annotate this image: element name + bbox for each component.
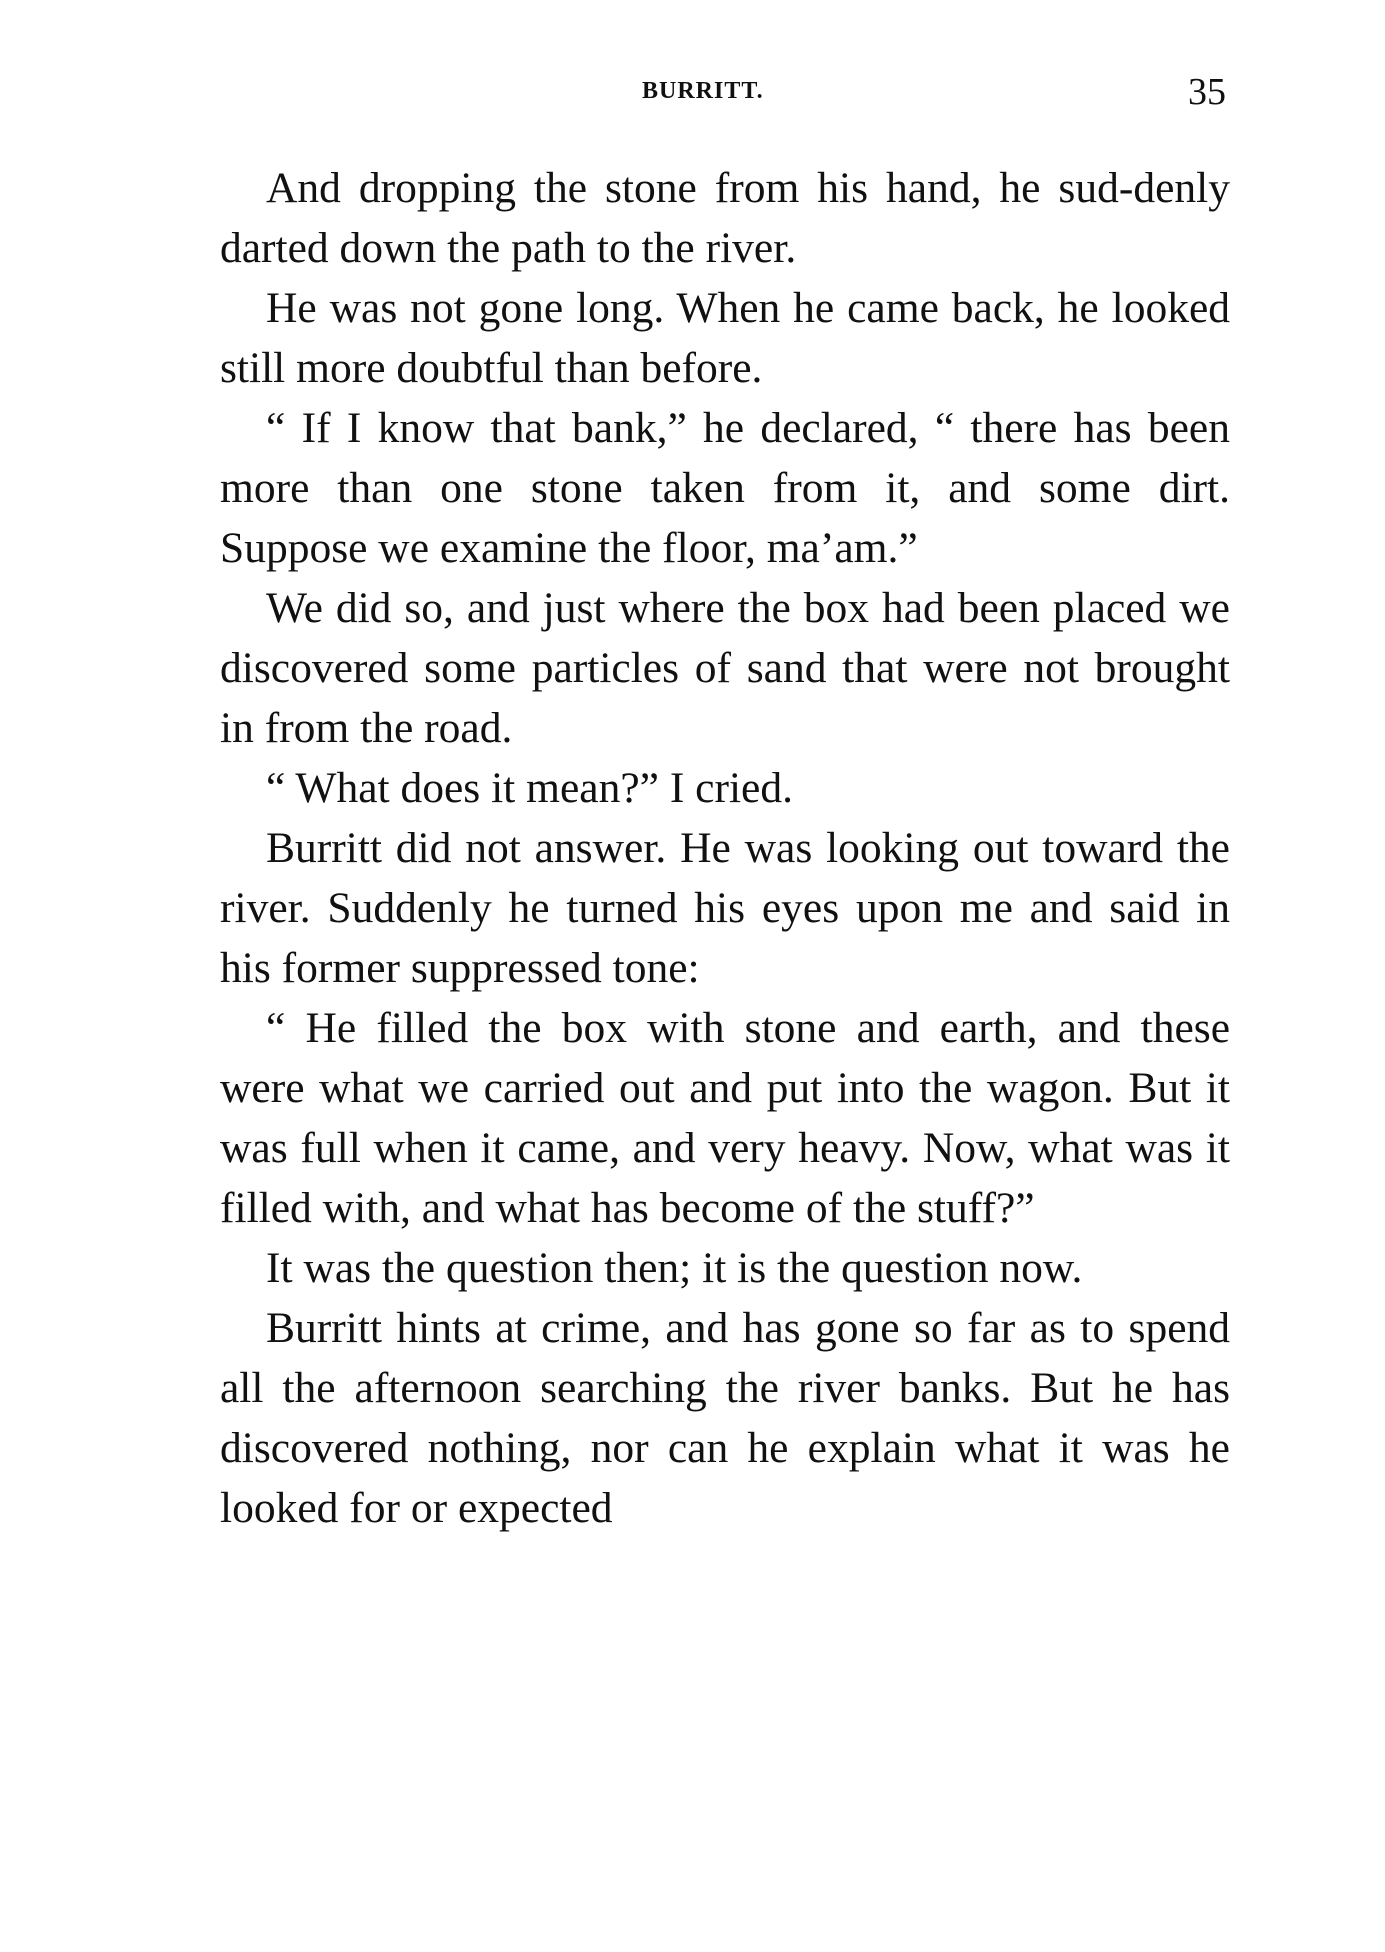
paragraph: We did so, and just where the box had been placed we discovered some particles of sand that were not brought in from the road. [220, 584, 1230, 752]
paragraph: “ He filled the box with stone and earth, and these were what we carried out and put into the wagon. But it was full when it came, and very heavy. Now, what was it filled with, and what has become of the stuff?” [220, 1004, 1230, 1232]
page-number: 35 [1188, 71, 1226, 113]
paragraph: He was not gone long. When he came back, he looked still more doubtful than before. [220, 284, 1230, 392]
paragraph: It was the question then; it is the question now. [266, 1244, 1083, 1292]
running-header [0, 71, 1385, 118]
paragraph: “ What does it mean?” I cried. [266, 764, 793, 812]
paragraph: And dropping the stone from his hand, he sud-denly darted down the path to the river. [220, 164, 1230, 272]
paragraph: “ If I know that bank,” he declared, “ there has been more than one stone taken from it, and some dirt. Suppose we examine the floor, ma’am.” [220, 404, 1230, 572]
paragraph: Burritt hints at crime, and has gone so far as to spend all the afternoon searching the river banks. But he has discovered nothing, nor can he explain what it was he looked for or expected [220, 1304, 1230, 1532]
body-text [220, 158, 1230, 1538]
running-head-title: BURRITT. [642, 78, 764, 104]
paragraph: Burritt did not answer. He was looking out toward the river. Suddenly he turned his eyes upon me and said in his former suppressed tone: [220, 824, 1230, 992]
